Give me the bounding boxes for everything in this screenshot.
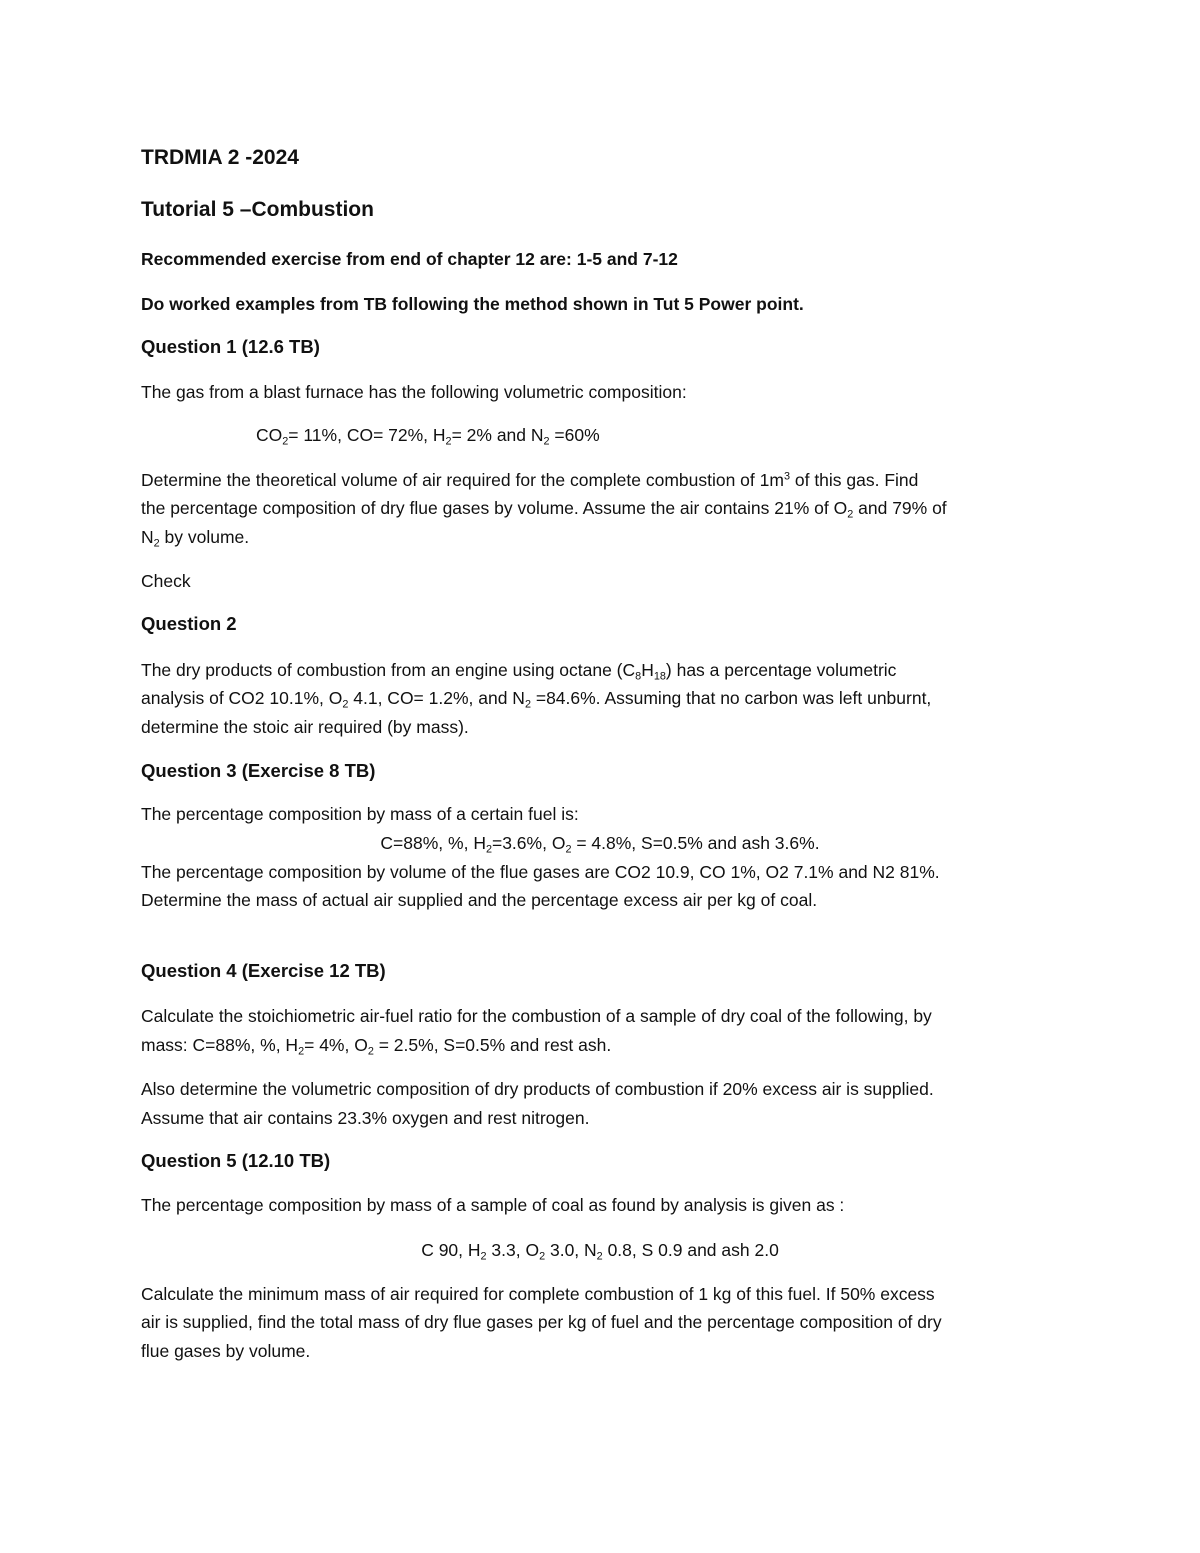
question-3-text-line: The percentage composition by mass of a certain fuel is: [141, 804, 579, 824]
question-4-text-line: mass: C=88%, %, $H_2= 4\%$, $O_2 = 2.5\%$, S=0.5% and rest ash. [141, 1035, 612, 1058]
question-3-composition: C=88%, %, $H_2=3.6\%$, $O_2 = 4.8\%$, S=0.5% and ash 3.6%. [380, 833, 820, 856]
recommended-exercises: Recommended exercise from end of chapter 12 are: 1-5 and 7-12 [141, 249, 678, 269]
question-5-text-line: The percentage composition by mass of a sample of coal as found by analysis is given as : [141, 1195, 845, 1215]
question-4-text-line: Calculate the stoichiometric air-fuel ratio for the combustion of a sample of dry coal of the following, by [141, 1006, 932, 1026]
question-1-text-line: $N_2$ by volume. [141, 527, 250, 550]
question-5-text-line: Calculate the minimum mass of air required for complete combustion of 1 kg of this fuel. If 50% excess [141, 1284, 935, 1304]
question-3-heading: Question 3 (Exercise 8 TB) [141, 760, 376, 781]
question-1-composition: $CO_2= 11\%$, CO= 72%, $H_2= 2\%$ and $N_2 =60\%$ [256, 425, 600, 448]
question-5-text-line: air is supplied, find the total mass of dry flue gases per kg of fuel and the percentage composition of dry [141, 1312, 942, 1332]
question-4-text-line: Also determine the volumetric composition of dry products of combustion if 20% excess air is supplied. [141, 1079, 934, 1099]
question-5-heading: Question 5 (12.10 TB) [141, 1150, 331, 1171]
question-1-text-line: the percentage composition of dry flue gases by volume. Assume the air contains 21% of $O_2$ and 79% of [141, 498, 947, 521]
tutorial-title: Tutorial 5 –Combustion [141, 198, 374, 221]
question-2-text-line: The dry products of combustion from an engine using octane $(C_8H_{18})$ has a percentage volumetric [141, 660, 897, 683]
question-2-heading: Question 2 [141, 613, 237, 634]
question-3-text-line: The percentage composition by volume of the flue gases are CO2 10.9, CO 1%, O2 7.1% and N2 81%. [141, 862, 940, 882]
question-5-composition: C 90, $H_2$ 3.3, $O_2$ 3.0, $N_2$ 0.8, S 0.9 and ash 2.0 [421, 1240, 779, 1263]
question-3-text-line: Determine the mass of actual air supplied and the percentage excess air per kg of coal. [141, 890, 818, 910]
question-4-heading: Question 4 (Exercise 12 TB) [141, 960, 386, 981]
worked-examples-instruction: Do worked examples from TB following the method shown in Tut 5 Power point. [141, 294, 804, 314]
question-1-text-line: Determine the theoretical volume of air required for the complete combustion of $1m^3$ of this gas. Find [141, 470, 919, 490]
question-2-text-line: analysis of CO2 10.1%, $O_2$ 4.1, CO= 1.2%, and $N_2 =84.6\%$. Assuming that no carbon was left unburnt, [141, 688, 932, 711]
question-4-text-line: Assume that air contains 23.3% oxygen and rest nitrogen. [141, 1108, 590, 1128]
question-1-intro: The gas from a blast furnace has the following volumetric composition: [141, 382, 687, 402]
course-title: TRDMIA 2 -2024 [141, 146, 299, 169]
question-5-text-line: flue gases by volume. [141, 1341, 311, 1361]
question-2-text-line: determine the stoic air required (by mass). [141, 717, 469, 737]
question-1-heading: Question 1 (12.6 TB) [141, 336, 320, 357]
question-1-check: Check [141, 571, 191, 591]
